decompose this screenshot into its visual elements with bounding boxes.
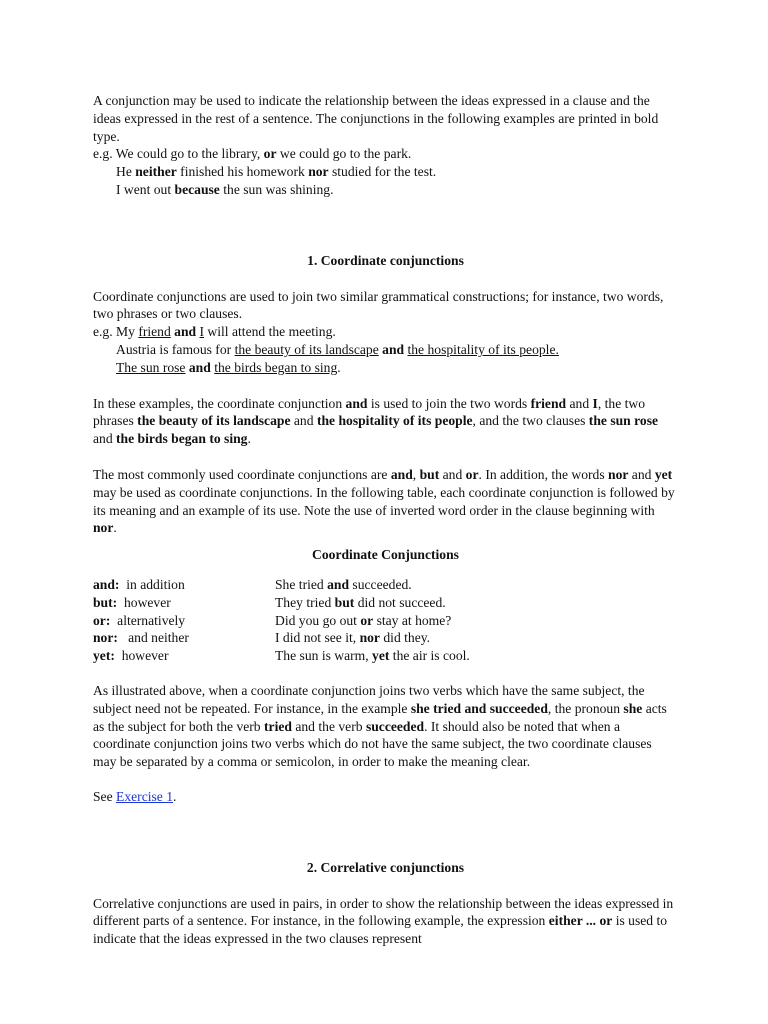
example-run: The sun is warm, xyxy=(275,648,373,664)
text-run: is used to indicate that the ideas expressed in the two clauses represent xyxy=(93,913,668,947)
text-run: , the pronoun xyxy=(547,700,624,716)
text-run: the sun rose xyxy=(588,413,659,429)
text-run: and xyxy=(628,466,655,482)
text-run: As illustrated above, when a coordinate conjunction joins two verbs which have the same subject, the subject need not be repeated. For instance, in the example xyxy=(93,682,645,716)
conjunction-example xyxy=(275,612,470,630)
intro-paragraph: A conjunction may be used to indicate the relationship between the ideas expressed in a clause and the ideas expressed in the rest of a sentence. The conjunctions in the following examples are printed in bold type. xyxy=(93,93,659,144)
coordinate-verbs-paragraph xyxy=(93,682,678,771)
text-run: she tried and succeeded xyxy=(410,700,548,716)
coordinate-common-paragraph xyxy=(93,466,678,537)
coordinate-example-2: Austria is famous for the beauty of its landscape and the hospitality of its people. xyxy=(116,341,559,357)
conjunction-example xyxy=(275,629,470,647)
text-run: . xyxy=(247,431,251,447)
table-title: Coordinate Conjunctions xyxy=(312,547,459,563)
coordinate-example-1: e.g. My friend and I will attend the meeting. xyxy=(93,324,336,340)
example-run: stay at home? xyxy=(373,612,452,628)
conjunction-cell xyxy=(93,647,275,665)
example-run: yet xyxy=(372,648,390,664)
example-run: and xyxy=(327,576,350,592)
conjunction-cell xyxy=(93,629,275,647)
conjunction-cell xyxy=(93,612,275,630)
text-run: and xyxy=(290,413,317,429)
text-run: is used to join the two words xyxy=(367,395,531,411)
text-run: nor xyxy=(93,520,114,536)
text-run: she xyxy=(623,700,643,716)
text-run: tried xyxy=(264,718,292,734)
conjunction-meaning: however xyxy=(117,594,171,610)
text-run: friend xyxy=(530,395,567,411)
exercise-1-link[interactable]: Exercise 1 xyxy=(116,788,174,804)
conjunction-meaning: alternatively xyxy=(110,612,186,628)
conjunction-meaning: however xyxy=(114,648,169,664)
text-run: , the two phrases xyxy=(93,395,646,429)
conjunction-row xyxy=(93,576,470,594)
conjunction-example xyxy=(275,594,470,612)
text-run: , xyxy=(412,466,420,482)
text-run: The most commonly used coordinate conjunctions are xyxy=(93,466,391,482)
intro-example-2: He neither finished his homework nor studied for the test. xyxy=(116,164,437,180)
text-run: and the verb xyxy=(291,718,366,734)
text-run: succeeded xyxy=(365,718,425,734)
intro-example-3: I went out because the sun was shining. xyxy=(116,181,334,197)
text-run: the hospitality of its people xyxy=(316,413,473,429)
text-run: or xyxy=(465,466,479,482)
text-run: the birds began to sing xyxy=(116,431,248,447)
conjunction-word: yet: xyxy=(93,648,115,664)
example-run: nor xyxy=(359,630,380,646)
coordinate-intro-paragraph: Coordinate conjunctions are used to join two similar grammatical constructions; for instance, two words, two phrases or two clauses. xyxy=(93,288,664,322)
text-run: . It should also be noted that when a coordinate conjunction joins two verbs which do not have the same subject, the two coordinate clauses may be separated by a comma or semicolon, in order to make the meaning clear. xyxy=(93,718,652,770)
text-run: acts as the subject for both the verb xyxy=(93,700,667,734)
conjunction-row xyxy=(93,612,470,630)
example-run: but xyxy=(334,594,355,610)
coordinate-explanation-paragraph xyxy=(93,395,678,448)
conjunction-row xyxy=(93,629,470,647)
text-run: nor xyxy=(608,466,629,482)
document-page xyxy=(93,92,678,948)
text-run: and xyxy=(390,466,413,482)
text-run: and xyxy=(345,395,368,411)
example-run: did they. xyxy=(379,630,431,646)
conjunction-meaning: and neither xyxy=(117,630,189,646)
text-run: and xyxy=(93,431,117,447)
text-run: either ... or xyxy=(548,913,613,929)
conjunction-row xyxy=(93,647,470,665)
example-run: the air is cool. xyxy=(389,648,470,664)
example-run: succeeded. xyxy=(349,576,412,592)
text-run: the beauty of its landscape xyxy=(137,413,291,429)
section-heading-coordinate: 1. Coordinate conjunctions xyxy=(307,252,464,268)
correlative-intro-paragraph xyxy=(93,895,678,948)
text-run: but xyxy=(419,466,440,482)
text-run: and xyxy=(566,395,593,411)
conjunction-table xyxy=(93,576,470,665)
conjunction-word: nor: xyxy=(93,630,118,646)
text-run: may be used as coordinate conjunctions. In the following table, each coordinate conjunction is followed by its meaning and an example of its use. Note the use of inverted word order in the clause beginning with xyxy=(93,484,675,518)
conjunction-cell xyxy=(93,594,275,612)
conjunction-word: and: xyxy=(93,576,120,592)
text-run: . xyxy=(113,520,117,536)
example-run: Did you go out xyxy=(275,612,361,628)
coordinate-example-3: The sun rose and the birds began to sing. xyxy=(116,359,341,375)
text-run: and xyxy=(439,466,466,482)
example-run: did not succeed. xyxy=(354,594,446,610)
example-run: or xyxy=(360,612,374,628)
conjunction-example xyxy=(275,576,470,594)
conjunction-example xyxy=(275,647,470,665)
example-run: They tried xyxy=(275,594,335,610)
text-run: In these examples, the coordinate conjunction xyxy=(93,395,346,411)
section-heading-correlative: 2. Correlative conjunctions xyxy=(306,859,465,875)
intro-example-1: e.g. We could go to the library, or we could go to the park. xyxy=(93,146,412,162)
conjunction-word: or: xyxy=(93,612,111,628)
example-run: She tried xyxy=(275,576,328,592)
text-run: Correlative conjunctions are used in pairs, in order to show the relationship between the ideas expressed in different parts of a sentence. For instance, in the following example, the expression xyxy=(93,895,674,929)
conjunction-cell xyxy=(93,576,275,594)
text-run: I xyxy=(592,395,598,411)
see-exercise-line: See Exercise 1. xyxy=(93,788,177,804)
conjunction-word: but: xyxy=(93,594,118,610)
text-run: , and the two clauses xyxy=(472,413,589,429)
text-run: yet xyxy=(654,466,673,482)
conjunction-row xyxy=(93,594,470,612)
conjunction-meaning: in addition xyxy=(119,576,185,592)
example-run: I did not see it, xyxy=(275,630,360,646)
text-run: . In addition, the words xyxy=(478,466,609,482)
